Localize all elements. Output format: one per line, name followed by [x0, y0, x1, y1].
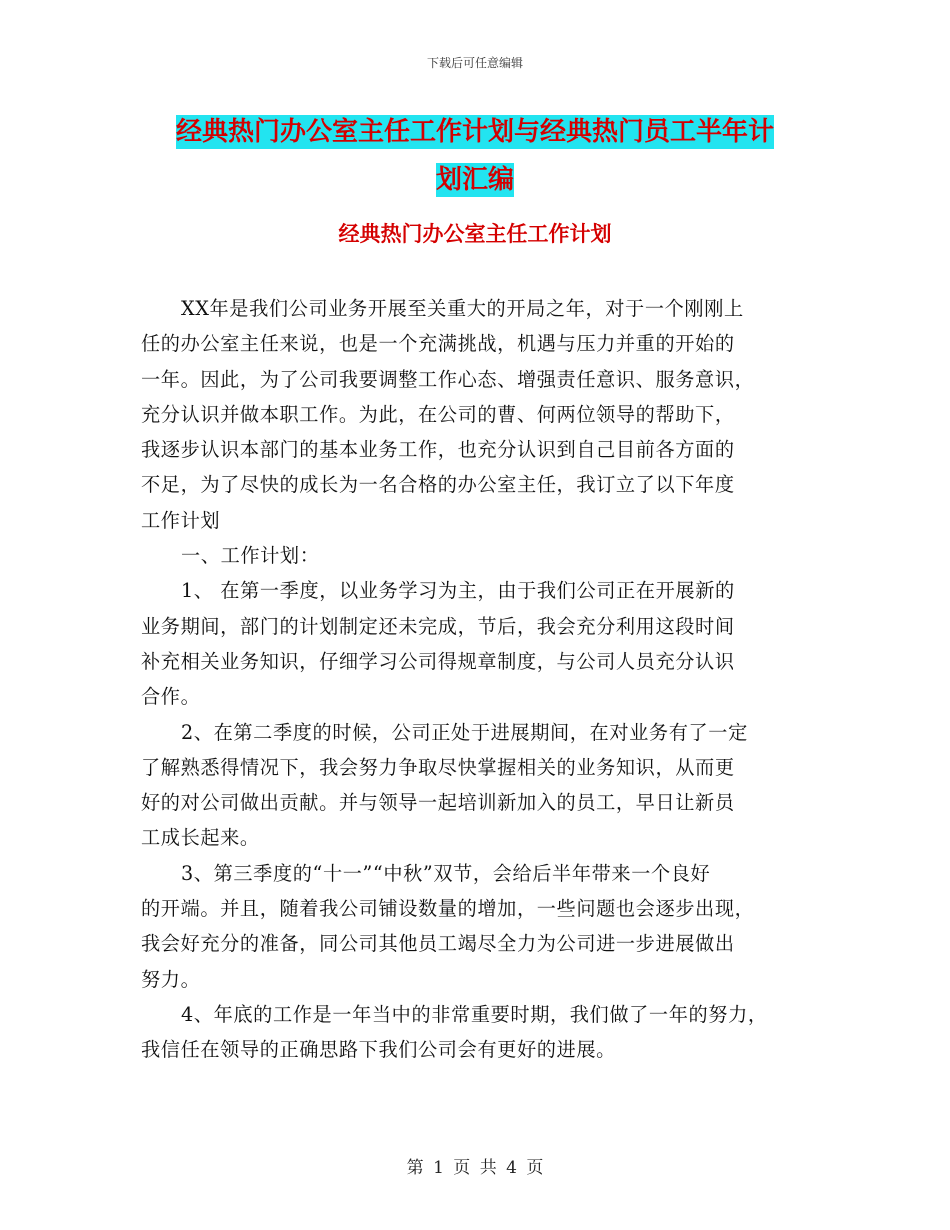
page-footer: 第 1 页 共 4 页	[406, 1158, 544, 1178]
body-line: 一年。因此，为了公司我要调整工作心态、增强责任意识、服务意识，	[141, 367, 755, 391]
body-line: 补充相关业务知识，仔细学习公司得规章制度，与公司人员充分认识	[141, 649, 735, 673]
body-line: 工成长起来。	[141, 826, 260, 850]
body-line: 我逐步认识本部门的基本业务工作，也充分认识到自己目前各方面的	[141, 438, 735, 462]
section-title: 经典热门办公室主任工作计划	[338, 222, 612, 246]
body-line: 合作。	[141, 685, 201, 709]
body-line: 一、工作计划：	[181, 544, 320, 568]
document-title-line-2: 划汇编	[435, 165, 514, 195]
body-line: 我会好充分的准备，同公司其他员工竭尽全力为公司进一步进展做出	[141, 932, 735, 956]
body-line: 2、在第二季度的时候，公司正处于进展期间，在对业务有了一定	[181, 720, 748, 744]
body-line: 1、 在第一季度，以业务学习为主，由于我们公司正在开展新的	[181, 579, 735, 603]
document-title-line-1: 经典热门办公室主任工作计划与经典热门员工半年计	[175, 117, 774, 147]
body-line: 3、第三季度的“十一”“中秋”双节，会给后半年带来一个良好	[181, 861, 711, 885]
body-line: 的开端。并且，随着我公司铺设数量的增加，一些问题也会逐步出现，	[141, 897, 755, 921]
body-line: 好的对公司做出贡献。并与领导一起培训新加入的员工，早日让新员	[141, 791, 735, 815]
body-line: 了解熟悉得情况下，我会努力争取尽快掌握相关的业务知识，从而更	[141, 755, 735, 779]
body-line: 工作计划	[141, 508, 221, 532]
body-line: XX年是我们公司业务开展至关重大的开局之年，对于一个刚刚上	[181, 297, 744, 320]
body-line: 任的办公室主任来说，也是一个充满挑战，机遇与压力并重的开始的	[141, 332, 735, 356]
body-line: 不足，为了尽快的成长为一名合格的办公室主任，我订立了以下年度	[141, 473, 735, 497]
body-line: 业务期间，部门的计划制定还未完成，节后，我会充分利用这段时间	[141, 614, 735, 638]
body-line: 充分认识并做本职工作。为此，在公司的曹、何两位领导的帮助下，	[141, 402, 735, 426]
body-line: 4、年底的工作是一年当中的非常重要时期，我们做了一年的努力，	[181, 1002, 768, 1026]
body-line: 努力。	[141, 967, 201, 991]
body-line: 我信任在领导的正确思路下我们公司会有更好的进展。	[141, 1038, 616, 1062]
page-header: 下载后可任意编辑	[426, 56, 523, 70]
document-title	[0, 108, 950, 204]
body-text	[141, 291, 811, 1068]
